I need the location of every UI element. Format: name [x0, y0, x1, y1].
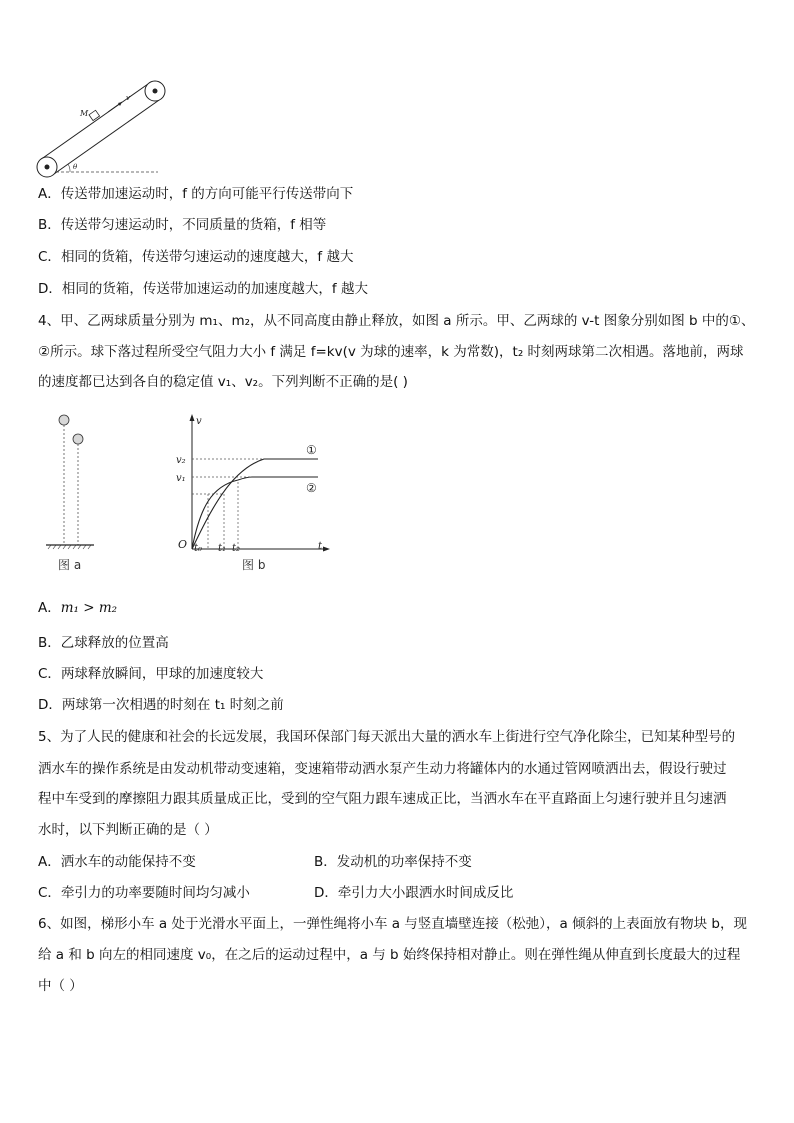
q3-option-c	[38, 247, 353, 267]
option-text: 相同的货箱，传送带匀速运动的速度越大，f 越大	[60, 249, 354, 265]
q4-option-c	[38, 664, 263, 684]
q4-option-d	[38, 695, 284, 715]
option-text: 传送带加速运动时，f 的方向可能平行传送带向下	[60, 186, 354, 202]
q6-stem-line-3: 中（ ）	[38, 978, 83, 994]
q3-option-d	[38, 279, 368, 299]
figure-b-caption: 图 b	[242, 558, 266, 572]
option-letter: D．	[38, 281, 62, 297]
option-text: 牵引力大小跟洒水时间成反比	[337, 885, 514, 901]
q3-option-a	[38, 184, 353, 204]
q5-stem-line-1: 5、为了人民的健康和社会的长远发展，我国环保部门每天派出大量的洒水车上街进行空气净化除尘，已知某种型号的	[38, 729, 736, 745]
v1-tick-label: v₁	[176, 473, 186, 484]
option-text: 传送带匀速运动时，不同质量的货箱，f 相等	[60, 217, 327, 233]
conveyor-velocity-label: v	[126, 94, 130, 102]
q6-stem-line-2: 给 a 和 b 向左的相同速度 v₀，在之后的运动过程中，a 与 b 始终保持相对静止。则在弹性绳从伸直到长度最大的过程	[38, 947, 741, 963]
option-text: m₁ > m₂	[60, 600, 118, 616]
curve-1-label: ①	[306, 443, 317, 457]
q5-stem-line-3: 程中车受到的摩擦阻力跟其质量成正比，受到的空气阻力跟车速成正比，当洒水车在平直路面上匀速行驶并且匀速洒	[38, 791, 727, 807]
figure-a-caption: 图 a	[58, 558, 82, 572]
option-letter: B．	[314, 854, 337, 870]
conveyor-figure	[34, 72, 174, 180]
axis-t-label: t	[318, 541, 323, 552]
q5-option-a	[38, 852, 196, 872]
option-letter: B．	[38, 635, 61, 651]
figure-a	[42, 408, 102, 553]
q4-stem-line-1: 4、甲、乙两球质量分别为 m₁、m₂，从不同高度由静止释放，如图 a 所示。甲、乙两球的 v-t 图象分别如图 b 中的①、	[38, 313, 755, 329]
option-text: 两球第一次相遇的时刻在 t₁ 时刻之前	[61, 697, 284, 713]
q4-stem-line-2: ②所示。球下落过程所受空气阻力大小 f 满足 f=kv(v 为球的速率，k 为常数)，t₂ 时刻两球第二次相遇。落地前，两球	[38, 344, 744, 360]
conveyor-mass-label: M	[80, 109, 89, 118]
q5-option-d	[314, 883, 513, 903]
option-letter: C．	[38, 885, 61, 901]
option-letter: D．	[38, 697, 62, 713]
conveyor-angle-label: θ	[73, 163, 78, 171]
option-letter: A．	[38, 600, 61, 616]
t0-tick-label: t₀	[194, 543, 203, 554]
option-letter: A．	[38, 854, 61, 870]
option-letter: B．	[38, 217, 61, 233]
t-axis-arrow	[323, 547, 330, 552]
v-axis-arrow	[190, 414, 195, 421]
option-text: 牵引力的功率要随时间均匀减小	[60, 885, 250, 901]
option-letter: C．	[38, 666, 61, 682]
axis-v-label: v	[196, 416, 202, 427]
q4-stem-line-3: 的速度都已达到各自的稳定值 v₁、v₂。下列判断不正确的是( )	[38, 374, 408, 390]
q4-option-b	[38, 633, 169, 653]
q5-stem-line-2: 洒水车的操作系统是由发动机带动变速箱，变速箱带动洒水泵产生动力将罐体内的水通过管网喷洒出去，假设行驶过	[38, 761, 727, 777]
q5-option-c	[38, 883, 250, 903]
option-text: 洒水车的动能保持不变	[60, 854, 196, 870]
origin-label: O	[178, 538, 188, 551]
option-text: 两球释放瞬间，甲球的加速度较大	[60, 666, 264, 682]
figure-b-vt-graph	[172, 412, 332, 557]
q5-option-b	[314, 852, 472, 872]
option-text: 相同的货箱，传送带加速运动的加速度越大，f 越大	[61, 281, 368, 297]
q3-option-b	[38, 215, 326, 235]
option-letter: C．	[38, 249, 61, 265]
q4-option-a	[38, 598, 117, 618]
curve-1	[192, 459, 318, 549]
option-text: 发动机的功率保持不变	[336, 854, 472, 870]
option-text: 乙球释放的位置高	[60, 635, 169, 651]
option-letter: A．	[38, 186, 61, 202]
t1-tick-label: t₁	[218, 543, 227, 554]
option-letter: D．	[314, 885, 338, 901]
v2-tick-label: v₂	[176, 455, 186, 466]
q6-stem-line-1: 6、如图，梯形小车 a 处于光滑水平面上，一弹性绳将小车 a 与竖直墙壁连接（松弛），a 倾斜的上表面放有物块 b，现	[38, 916, 747, 932]
curve-2-label: ②	[306, 481, 317, 495]
q5-stem-line-4: 水时，以下判断正确的是（ ）	[38, 822, 218, 838]
t2-tick-label: t₂	[232, 543, 241, 554]
